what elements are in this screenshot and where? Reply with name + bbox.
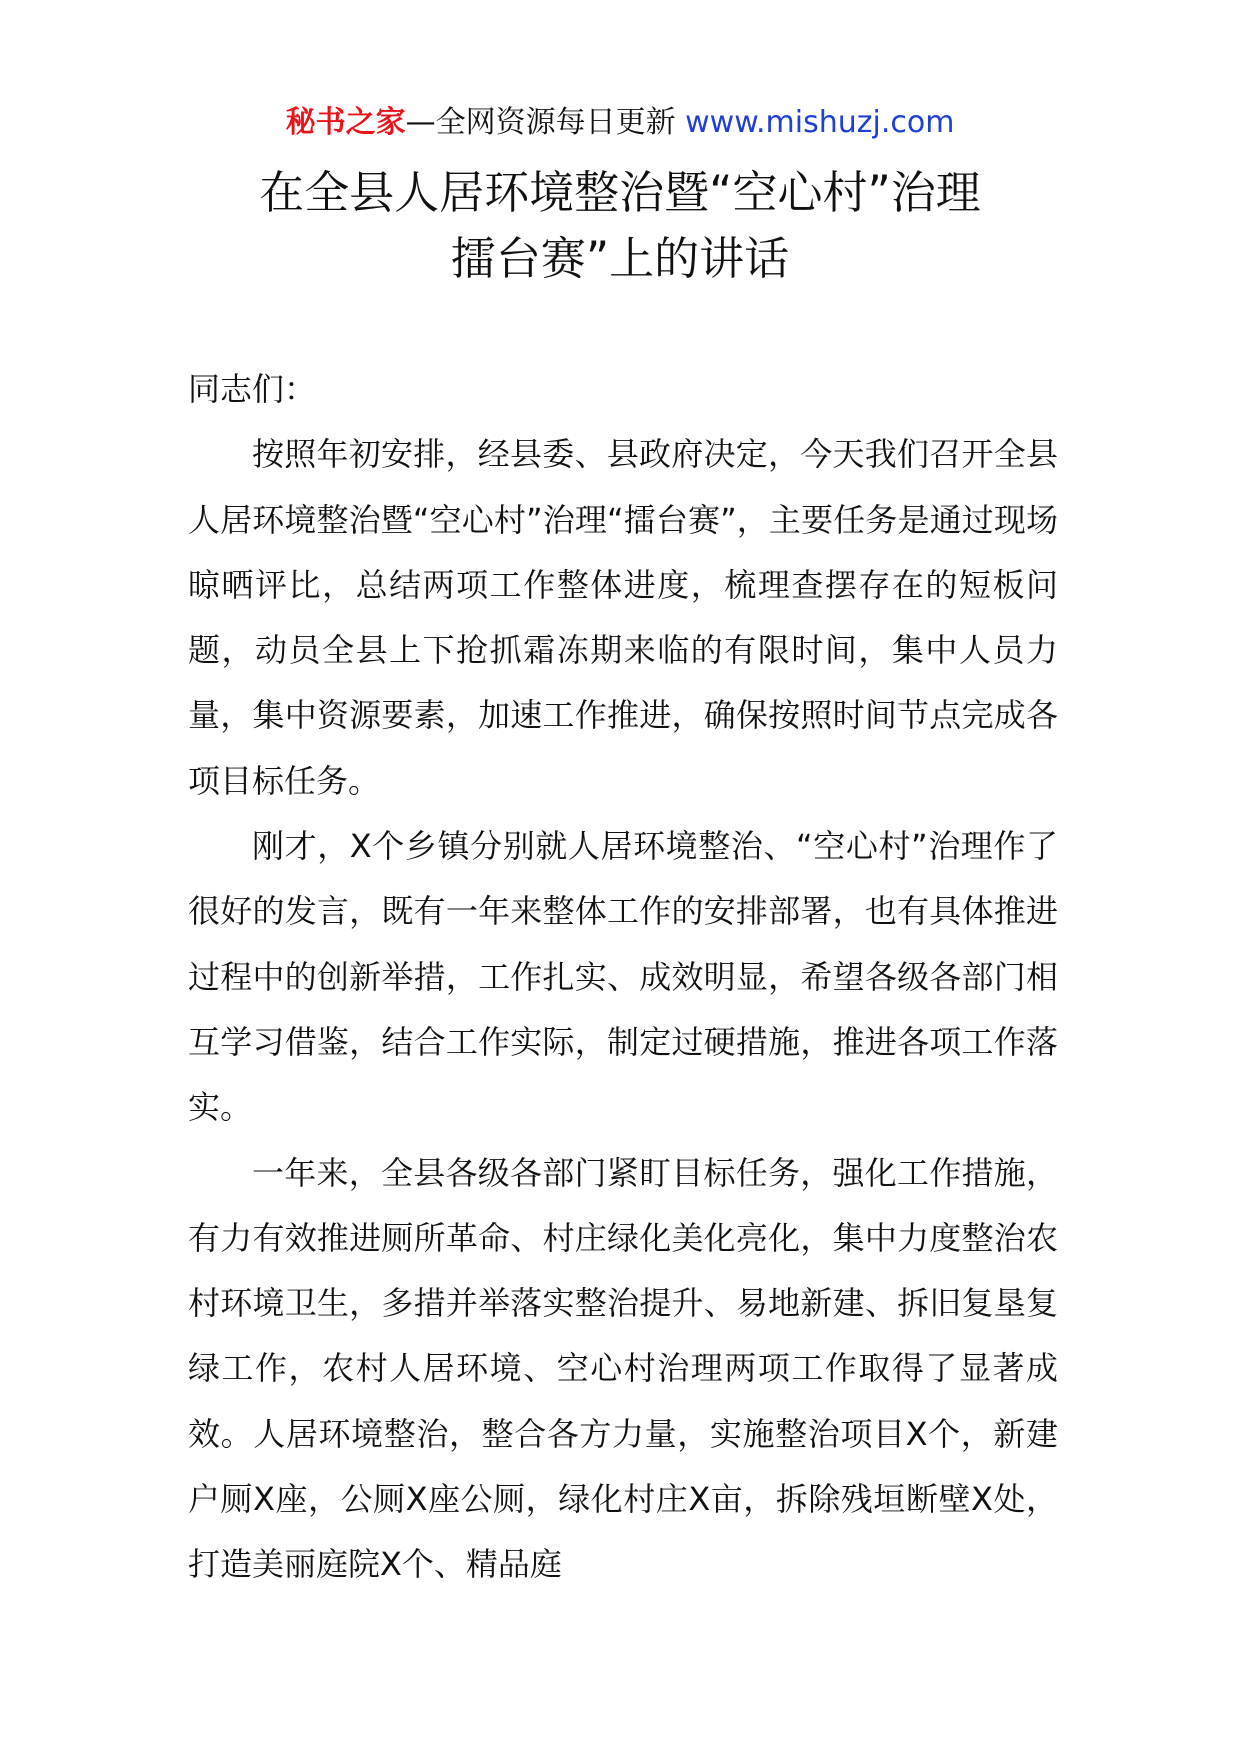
paragraph-3: 一年来，全县各级各部门紧盯目标任务，强化工作措施，有力有效推进厕所革命、村庄绿化美化亮化，集中力度整治农村环境卫生，多措并举落实整治提升、易地新建、拆旧复垦复绿工作，农村人居环境、空心村治理两项工作取得了显著成效。人居环境整治，整合各方力量，实施整治项目X个，新建户厕X座，公厕X座公厕，绿化村庄X亩，拆除残垣断壁X处，打造美丽庭院X个、精品庭 bbox=[188, 1153, 1058, 1584]
brand-name: 秘书之家 bbox=[285, 105, 406, 140]
site-url-link[interactable]: www.mishuzj.com bbox=[685, 105, 955, 140]
paragraph-2: 刚才，X个乡镇分别就人居环境整治、“空心村”治理作了很好的发言，既有一年来整体工作的安排部署，也有具体推进过程中的创新举措，工作扎实、成效明显，希望各级各部门相互学习借鉴，结合工作实际，制定过硬措施，推进各项工作落实。 bbox=[188, 827, 1058, 1127]
document-body bbox=[188, 357, 1058, 1598]
salutation: 同志们： bbox=[188, 370, 317, 408]
title-line-1: 在全县人居环境整治暨“空心村”治理 bbox=[259, 166, 981, 219]
site-header bbox=[0, 100, 1240, 146]
document-title bbox=[120, 160, 1120, 292]
title-line-2: 擂台赛”上的讲话 bbox=[450, 232, 790, 285]
paragraph-1: 按照年初安排，经县委、县政府决定，今天我们召开全县人居环境整治暨“空心村”治理“擂台赛”，主要任务是通过现场晾晒评比，总结两项工作整体进度，梳理查摆存在的短板问题，动员全县上下抢抓霜冻期来临的有限时间，集中人员力量，集中资源要素，加速工作推进，确保按照时间节点完成各项目标任务。 bbox=[188, 435, 1058, 800]
header-tagline: —全网资源每日更新 bbox=[405, 105, 676, 140]
